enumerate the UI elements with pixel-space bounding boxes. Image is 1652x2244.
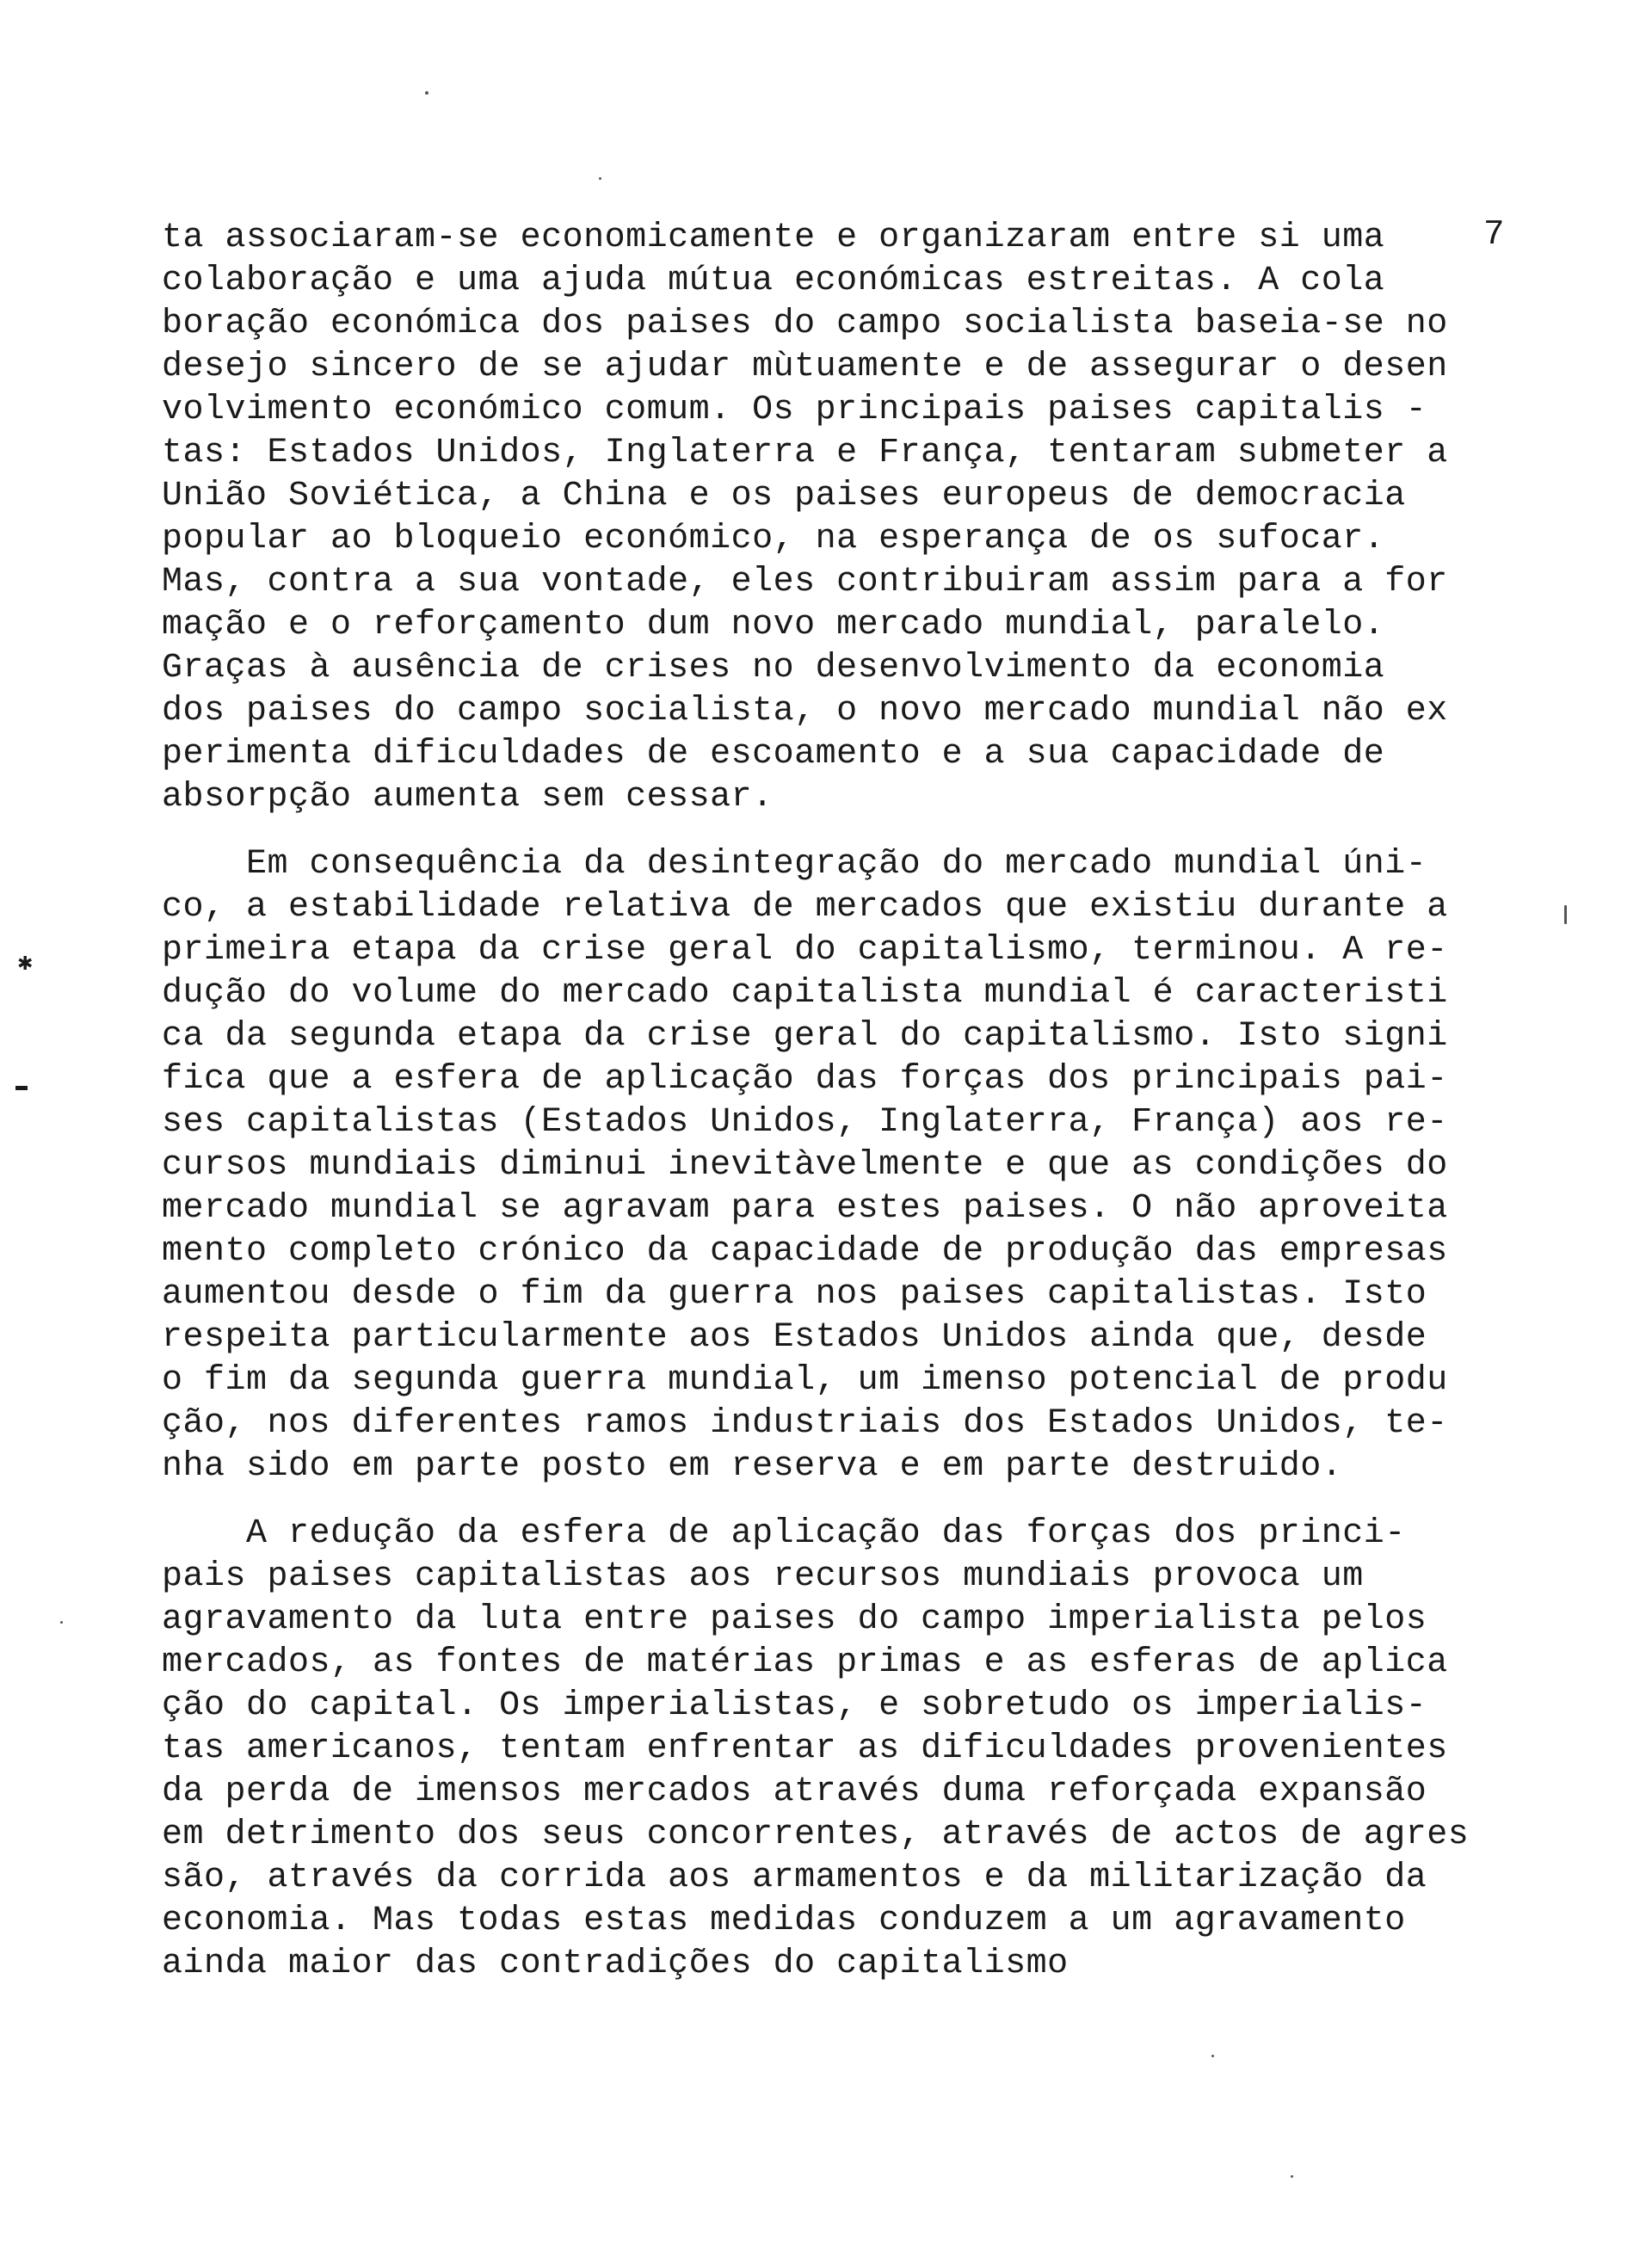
text-line: Em consequência da desintegração do mercado mundial úni-: [162, 845, 1427, 884]
text-line: fica que a esfera de aplicação das forças dos principais pai-: [162, 1060, 1448, 1099]
text-line: pais paises capitalistas aos recursos mundiais provoca um: [162, 1557, 1364, 1596]
scan-speck: [425, 91, 428, 95]
scan-speck: [1291, 2175, 1293, 2178]
text-line: tas americanos, tentam enfrentar as dificuldades provenientes: [162, 1729, 1448, 1768]
page-number: 7: [1483, 215, 1505, 255]
body-text: [162, 217, 1556, 1986]
text-line: colaboração e uma ajuda mútua económicas estreitas. A cola: [162, 262, 1385, 300]
scan-speck: [1211, 2055, 1214, 2057]
text-line: popular ao bloqueio económico, na esperança de os sufocar.: [162, 520, 1385, 558]
text-line: da perda de imensos mercados através duma reforçada expansão: [162, 1772, 1427, 1811]
text-line: ainda maior das contradições do capitalismo: [162, 1945, 1069, 1983]
text-line: ses capitalistas (Estados Unidos, Inglaterra, França) aos re-: [162, 1103, 1448, 1142]
text-line: desejo sincero de se ajudar mùtuamente e de assegurar o desen: [162, 348, 1448, 386]
text-line: mercado mundial se agravam para estes paises. O não aproveita: [162, 1189, 1448, 1228]
paragraph-spacer: [162, 1489, 1556, 1513]
text-line: absorpção aumenta sem cessar.: [162, 778, 774, 817]
text-line: União Soviética, a China e os paises europeus de democracia: [162, 477, 1406, 515]
text-line: o fim da segunda guerra mundial, um imenso potencial de produ: [162, 1361, 1448, 1400]
text-line: respeita particularmente aos Estados Unidos ainda que, desde: [162, 1318, 1427, 1357]
text-line: boração económica dos paises do campo socialista baseia-se no: [162, 305, 1448, 343]
scan-speck: [60, 1621, 63, 1624]
scan-speck: [599, 177, 601, 180]
margin-asterisk-mark: ✱: [17, 953, 34, 975]
margin-dash-mark: [15, 1086, 28, 1090]
text-line: primeira etapa da crise geral do capitalismo, terminou. A re-: [162, 931, 1448, 970]
text-line: tas: Estados Unidos, Inglaterra e França, tentaram submeter a: [162, 434, 1448, 472]
text-line: mento completo crónico da capacidade de produção das empresas: [162, 1232, 1448, 1271]
paragraph-2: [162, 843, 1556, 1489]
text-line: cursos mundiais diminui inevitàvelmente e que as condições do: [162, 1146, 1448, 1185]
text-line: mercados, as fontes de matérias primas e as esferas de aplica: [162, 1643, 1448, 1682]
text-line: perimenta dificuldades de escoamento e a sua capacidade de: [162, 735, 1385, 774]
text-line: Graças à ausência de crises no desenvolvimento da economia: [162, 649, 1385, 687]
text-line: em detrimento dos seus concorrentes, através de actos de agres: [162, 1816, 1470, 1854]
paragraph-1: [162, 217, 1556, 819]
text-line: A redução da esfera de aplicação das forças dos princi-: [162, 1514, 1406, 1553]
text-line: volvimento económico comum. Os principais paises capitalis -: [162, 391, 1427, 429]
paragraph-3: [162, 1513, 1556, 1986]
text-line: agravamento da luta entre paises do campo imperialista pelos: [162, 1600, 1427, 1639]
text-line: nha sido em parte posto em reserva e em parte destruido.: [162, 1447, 1343, 1486]
text-line: aumentou desde o fim da guerra nos paises capitalistas. Isto: [162, 1275, 1427, 1314]
text-line: ção, nos diferentes ramos industriais dos Estados Unidos, te-: [162, 1404, 1448, 1443]
text-line: economia. Mas todas estas medidas conduzem a um agravamento: [162, 1902, 1406, 1940]
text-line: ção do capital. Os imperialistas, e sobretudo os imperialis-: [162, 1686, 1427, 1725]
text-line: co, a estabilidade relativa de mercados que existiu durante a: [162, 888, 1448, 927]
text-line: mação e o reforçamento dum novo mercado mundial, paralelo.: [162, 606, 1385, 644]
text-line: Mas, contra a sua vontade, eles contribuiram assim para a for: [162, 563, 1448, 601]
text-line: ca da segunda etapa da crise geral do capitalismo. Isto signi: [162, 1017, 1448, 1056]
paragraph-spacer: [162, 819, 1556, 843]
text-line: ta associaram-se economicamente e organizaram entre si uma: [162, 219, 1385, 257]
text-line: são, através da corrida aos armamentos e da militarização da: [162, 1859, 1427, 1897]
scan-speck: [1564, 905, 1567, 924]
text-line: dos paises do campo socialista, o novo mercado mundial não ex: [162, 692, 1448, 731]
text-line: dução do volume do mercado capitalista mundial é caracteristi: [162, 974, 1448, 1013]
